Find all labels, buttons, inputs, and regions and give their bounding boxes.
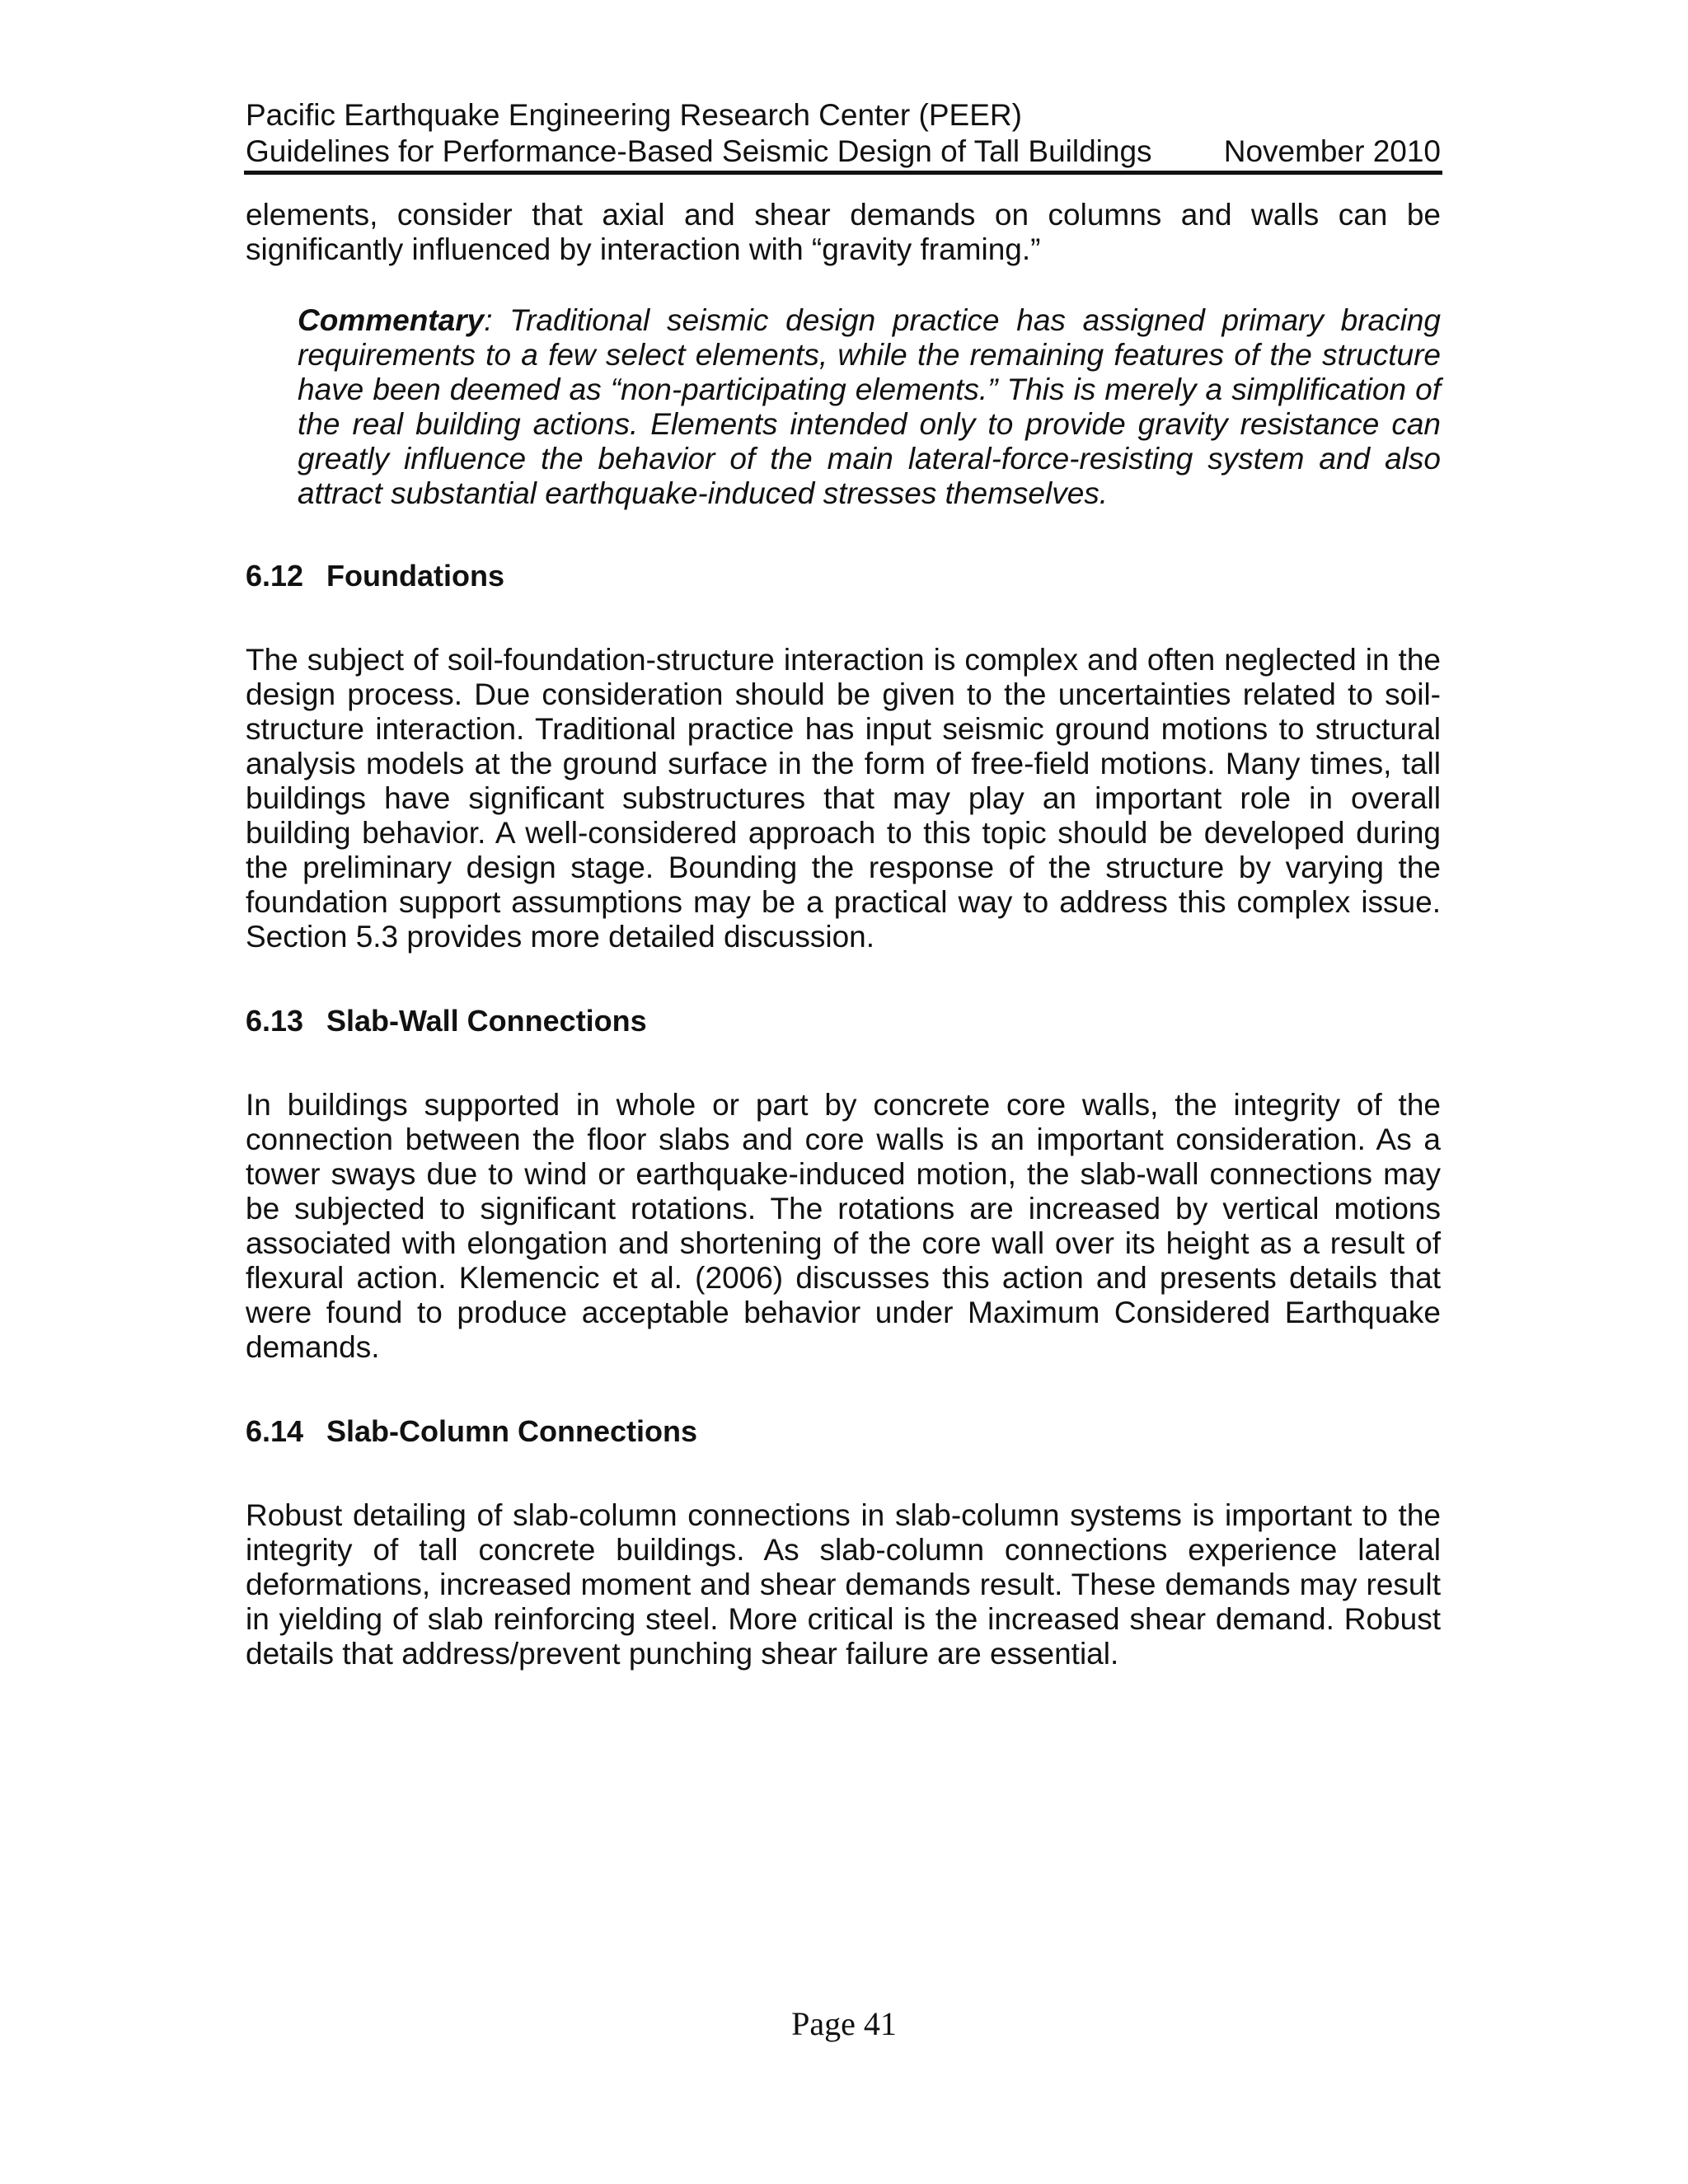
- page-number: Page 41: [791, 2005, 897, 2042]
- section-heading-foundations: [246, 559, 1441, 593]
- running-header: [246, 97, 1441, 170]
- section-heading-slab-wall: [246, 1004, 1441, 1038]
- section-body-slab-wall: In buildings supported in whole or part by concrete core walls, the integrity of the connection between the floor slabs and core walls is an important consideration. As a tower sways due to wind or earthquake-induced motion, the slab-wall connections may be subjected to significant rotations. The rotations are increased by vertical motions associated with elongation and shortening of the core wall over its height as a result of flexural action. Klemencic et al. (2006) discusses this action and presents details that were found to produce acceptable behavior under Maximum Considered Earthquake demands.: [246, 1088, 1441, 1364]
- section-title: Slab-Wall Connections: [326, 1004, 647, 1038]
- section-body-slab-column: Robust detailing of slab-column connections in slab-column systems is important to the integrity of tall concrete buildings. As slab-column connections experience lateral deformations, increased moment and shear demands result. These demands may result in yielding of slab reinforcing steel. More critical is the increased shear demand. Robust details that address/prevent punching shear failure are essential.: [246, 1498, 1441, 1671]
- section-heading-slab-column: [246, 1414, 1441, 1449]
- section-number: 6.14: [246, 1414, 304, 1448]
- page-content: [246, 198, 1441, 1721]
- section-body-foundations: The subject of soil-foundation-structure interaction is complex and often neglected in the design process. Due consideration should be given to the uncertainties related to soil-structure interaction. Traditional practice has input seismic ground motions to structural analysis models at the ground surface in the form of free-field motions. Many times, tall buildings have significant substructures that may play an important role in overall building behavior. A well-considered approach to this topic should be developed during the preliminary design stage. Bounding the response of the structure by varying the foundation support assumptions may be a practical way to address this complex issue. Section 5.3 provides more detailed discussion.: [246, 643, 1441, 954]
- section-title: Slab-Column Connections: [326, 1414, 697, 1448]
- section-number: 6.13: [246, 1004, 304, 1038]
- section-title: Foundations: [326, 559, 504, 593]
- section-number: 6.12: [246, 559, 304, 593]
- header-organization: Pacific Earthquake Engineering Research Center (PEER): [246, 98, 1022, 132]
- commentary-block: [298, 303, 1441, 511]
- commentary-label: Commentary: [298, 303, 485, 337]
- intro-paragraph: elements, consider that axial and shear demands on columns and walls can be significantly influenced by interaction with “gravity framing.”: [246, 198, 1441, 266]
- header-rule: [244, 171, 1442, 175]
- header-title-row: [246, 134, 1441, 170]
- header-date: November 2010: [1223, 134, 1441, 168]
- header-document-title: Guidelines for Performance-Based Seismic Design of Tall Buildings: [246, 134, 1152, 168]
- commentary-text: : Traditional seismic design practice has assigned primary bracing requirements to a few select elements, while the remaining features of the structure have been deemed as “non-participating elements.” This is merely a simplification of the real building actions. Elements intended only to provide gravity resistance can greatly influence the behavior of the main lateral-force-resisting system and also attract substantial earthquake-induced stresses themselves.: [298, 303, 1441, 510]
